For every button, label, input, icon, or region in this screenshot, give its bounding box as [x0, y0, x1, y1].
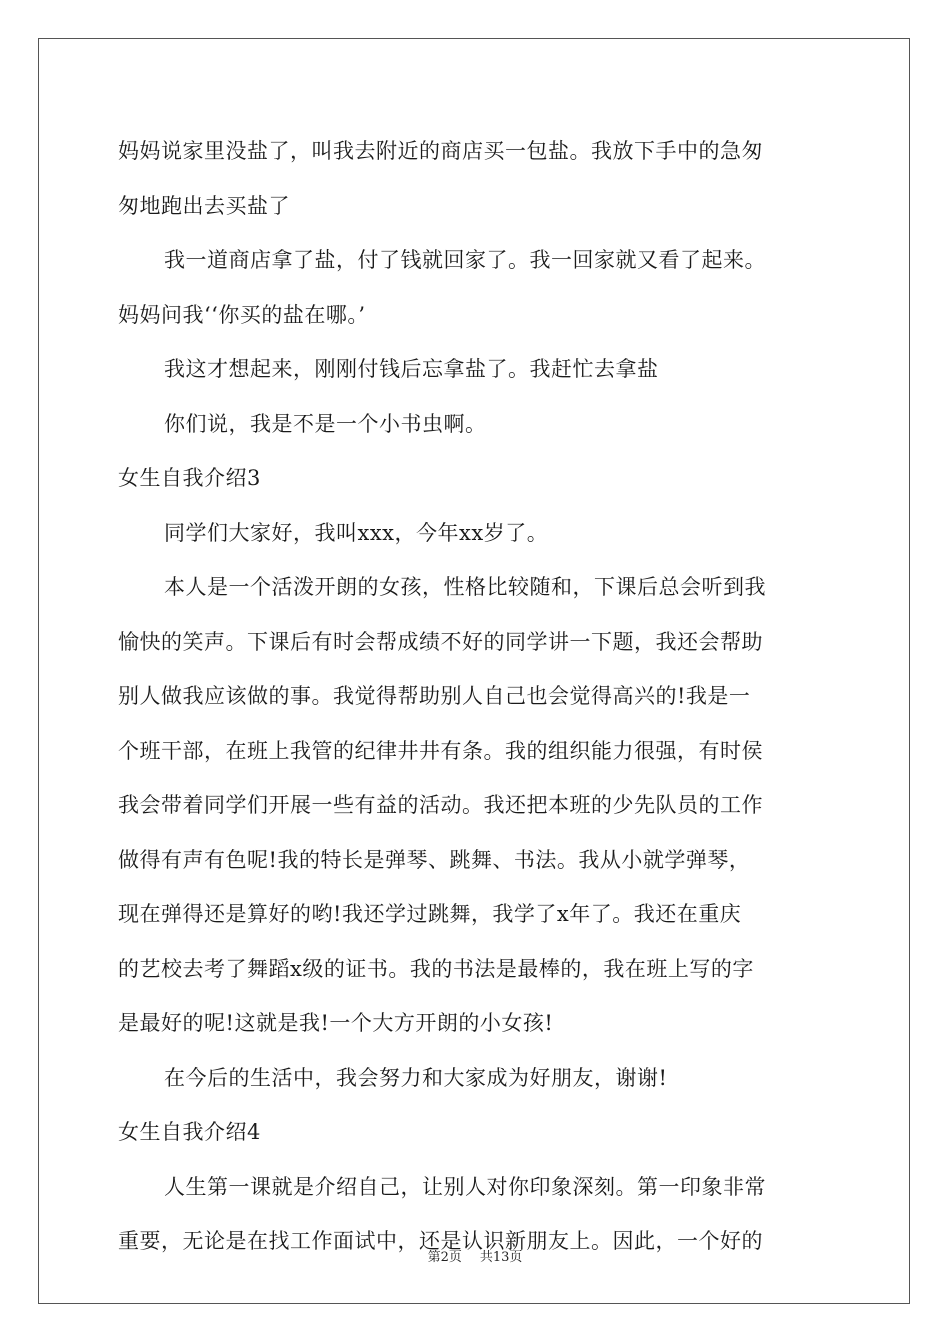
text-line: 匆地跑出去买盐了 [118, 193, 290, 218]
text-line: 妈妈说家里没盐了，叫我去附近的商店买一包盐。我放下手中的急匆 [118, 139, 763, 163]
text-line: 我会带着同学们开展一些有益的活动。我还把本班的少先队员的工作 [118, 793, 763, 817]
section-heading: 女生自我介绍3 [118, 466, 261, 490]
text-line: 我这才想起来，刚刚付钱后忘拿盐了。我赶忙去拿盐 [164, 357, 659, 381]
text-line: 我一道商店拿了盐，付了钱就回家了。我一回家就又看了起来。 [164, 248, 766, 272]
text-line: 的艺校去考了舞蹈x级的证书。我的书法是最棒的，我在班上写的字 [118, 956, 754, 981]
text-line: 重要，无论是在找工作面试中，还是认识新朋友上。因此，一个好的 [118, 1229, 763, 1253]
page-footer [0, 1246, 950, 1265]
text-line: 别人做我应该做的事。我觉得帮助别人自己也会觉得高兴的!我是一 [118, 684, 751, 708]
text-line: 你们说，我是不是一个小书虫啊。 [164, 411, 487, 436]
text-line: 人生第一课就是介绍自己，让别人对你印象深刻。第一印象非常 [164, 1174, 766, 1199]
text-line: 做得有声有色呢!我的特长是弹琴、跳舞、书法。我从小就学弹琴， [118, 847, 751, 872]
text-line: 同学们大家好，我叫xxx，今年xx岁了。 [164, 520, 549, 545]
text-line: 现在弹得还是算好的哟!我还学过跳舞，我学了x年了。我还在重庆 [118, 902, 742, 926]
text-line: 是最好的呢!这就是我!一个大方开朗的小女孩! [118, 1011, 554, 1035]
text-line: 个班干部，在班上我管的纪律井井有条。我的组织能力很强，有时侯 [118, 738, 763, 763]
text-line: 在今后的生活中，我会努力和大家成为好朋友，谢谢! [164, 1065, 668, 1090]
text-line: 本人是一个活泼开朗的女孩，性格比较随和，下课后总会听到我 [164, 575, 766, 599]
page-number: 第2页 [427, 1250, 462, 1265]
page-total: 共13页 [479, 1250, 523, 1265]
document-body [118, 124, 834, 1269]
text-line: 妈妈问我‘‘你买的盐在哪。’ [118, 302, 366, 327]
text-line: 愉快的笑声。下课后有时会帮成绩不好的同学讲一下题，我还会帮助 [118, 629, 763, 654]
section-heading: 女生自我介绍4 [118, 1120, 261, 1144]
